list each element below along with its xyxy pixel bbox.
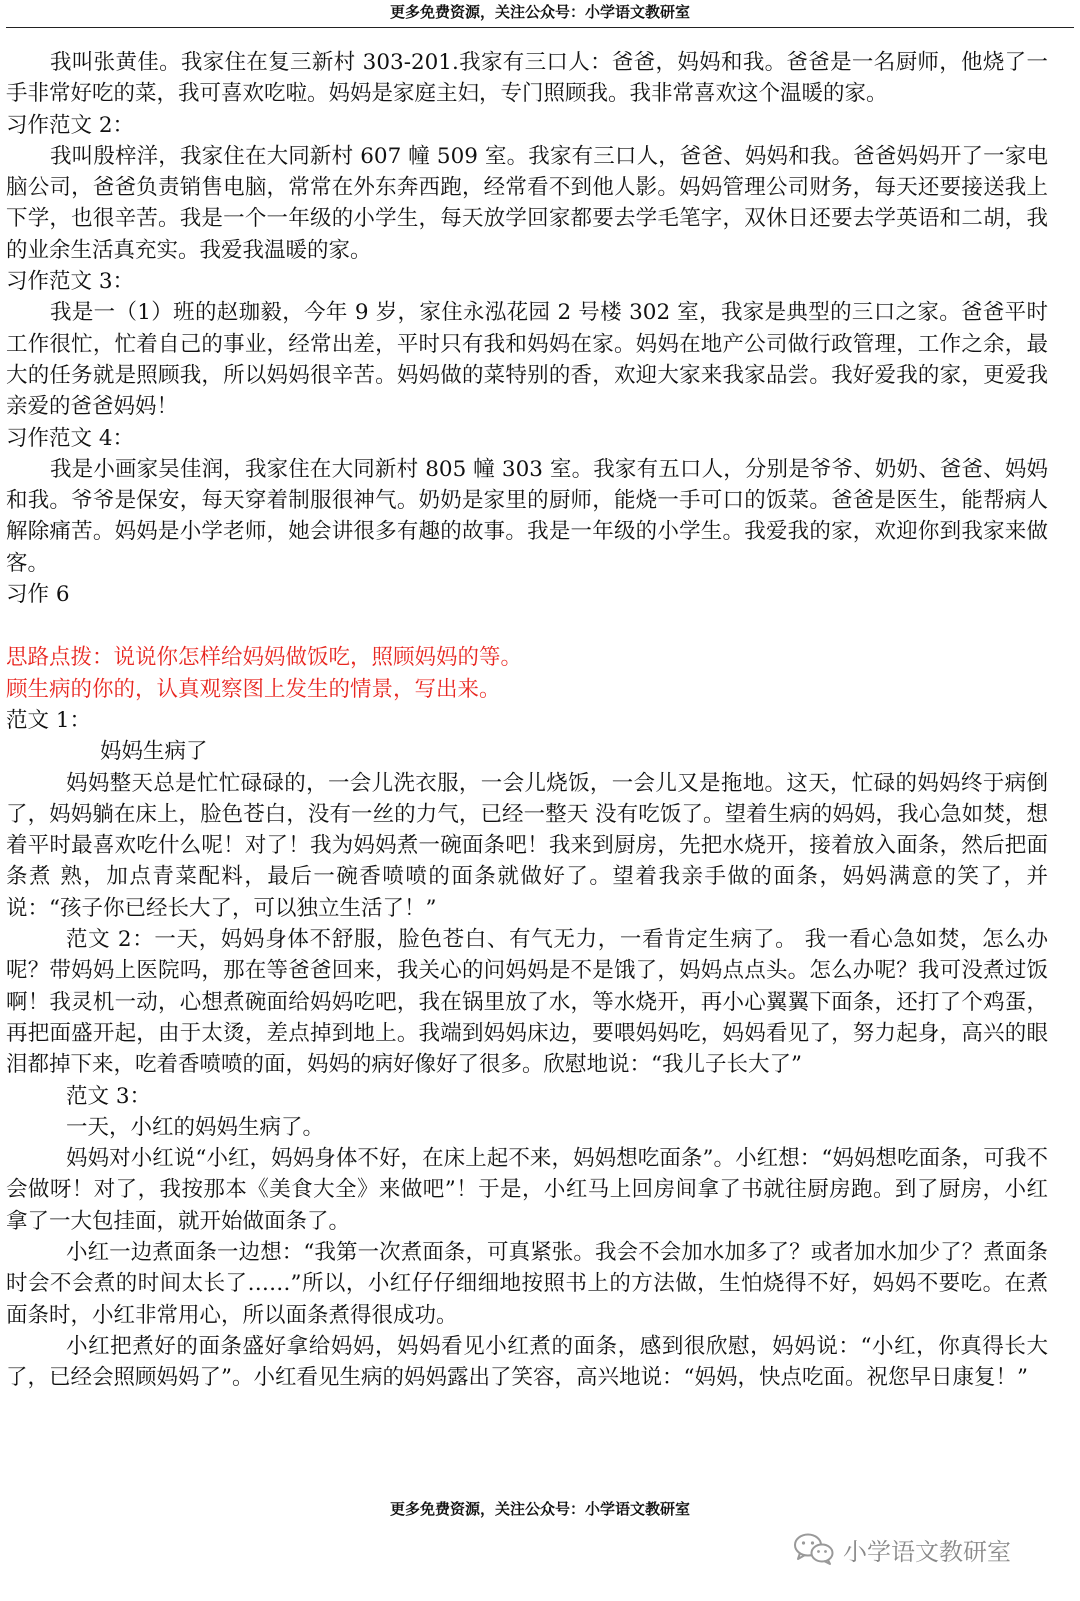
model-2-body: 范文 2：一天，妈妈身体不舒服，脸色苍白、有气无力，一看肯定生病了。 我一看心急如焚，怎么办呢？带妈妈上医院吗，那在等爸爸回来，我关心的问妈妈是不是饿了，妈妈点点头。怎么办呢？我可没煮过饭啊！我灵机一动，心想煮碗面给妈妈吃吧，我在锅里放了水，等水烧开，再小心翼翼下面条，还打了个鸡蛋，再把面盛开起，由于太烫，差点掉到地上。我端到妈妈床边，要喂妈妈吃，妈妈看见了，努力起身，高兴的眼泪都掉下来，吃着香喷喷的面，妈妈的病好像好了很多。欣慰地说：“我儿子长大了”	[6, 927, 1048, 1078]
model-1-heading: 范文 1：	[6, 707, 92, 733]
model-3-paragraph-2: 妈妈对小红说“小红，妈妈身体不好，在床上起不来，妈妈想吃面条”。小红想：“妈妈想吃面条，可我不会做呀！对了，我按那本《美食大全》来做吧”！于是，小红马上回房间拿了书就往厨房跑。到了厨房，小红拿了一大包挂面，就开始做面条了。	[6, 1146, 1048, 1234]
wechat-icon	[793, 1532, 835, 1566]
essay-2-heading: 习作范文 2：	[6, 112, 135, 138]
model-3-paragraph-4: 小红把煮好的面条盛好拿给妈妈，妈妈看见小红煮的面条，感到很欣慰，妈妈说：“小红，你真得长大了，已经会照顾妈妈了”。小红看见生病的妈妈露出了笑容，高兴地说：“妈妈，快点吃面。祝您早日康复！”	[6, 1333, 1048, 1391]
page-footer	[0, 1498, 1080, 1519]
page-header	[0, 0, 1080, 30]
essay-3-heading: 习作范文 3：	[6, 269, 135, 295]
model-1-body: 妈妈整天总是忙忙碌碌的，一会儿洗衣服，一会儿烧饭，一会儿又是拖地。这天，忙碌的妈妈终于病倒了，妈妈躺在床上，脸色苍白，没有一丝的力气，已经一整天 没有吃饭了。望着生病的妈妈，我心急如焚，想着平时最喜欢吃什么呢！对了！我为妈妈煮一碗面条吧！我来到厨房，先把水烧开，接着放入面条，然后把面条煮 熟，加点青菜配料，最后一碗香喷喷的面条就做好了。望着我亲手做的面条，妈妈满意的笑了，并说：“孩子你已经长大了，可以独立生活了！”	[6, 770, 1048, 921]
header-text: 更多免费资源，关注公众号：小学语文教研室	[389, 3, 690, 21]
essay-4-heading: 习作范文 4：	[6, 425, 135, 451]
hint-line-2: 顾生病的你的，认真观察图上发生的情景，写出来。	[6, 676, 501, 702]
essay-3-body: 我是一（1）班的赵珈毅，今年 9 岁，家住永泓花园 2 号楼 302 室，我家是典型的三口之家。爸爸平时工作很忙，忙着自己的事业，经常出差，平时只有我和妈妈在家。妈妈在地产公司做行政管理，工作之余，最大的任务就是照顾我，所以妈妈很辛苦。妈妈做的菜特别的香，欢迎大家来我家品尝。我好爱我的家，更爱我亲爱的爸爸妈妈！	[6, 300, 1048, 420]
header-divider	[6, 27, 1074, 28]
model-3-heading: 范文 3：	[66, 1083, 152, 1109]
hint-line-1: 思路点拨：说说你怎样给妈妈做饭吃，照顾妈妈的等。	[6, 645, 523, 671]
footer-text: 更多免费资源，关注公众号：小学语文教研室	[389, 1500, 690, 1518]
section-gap	[6, 610, 1048, 642]
task-6-heading: 习作 6	[6, 582, 70, 608]
model-3-paragraph-3: 小红一边煮面条一边想：“我第一次煮面条，可真紧张。我会不会加水加多了？或者加水加少了？煮面条时会不会煮的时间太长了……”所以，小红仔仔细细地按照书上的方法做，生怕烧得不好，妈妈不要吃。在煮面条时，小红非常用心，所以面条煮得很成功。	[6, 1239, 1048, 1328]
watermark-text: 小学语文教研室	[843, 1537, 1011, 1566]
essay-4-body: 我是小画家吴佳润，我家住在大同新村 805 幢 303 室。我家有五口人，分别是爷爷、奶奶、爸爸、妈妈和我。爷爷是保安，每天穿着制服很神气。奶奶是家里的厨师，能烧一手可口的饭菜。爸爸是医生，能帮病人解除痛苦。妈妈是小学老师，她会讲很多有趣的故事。我是一年级的小学生。我爱我的家，欢迎你到我家来做客。	[6, 456, 1048, 576]
essay-1-body: 我叫张黄佳。我家住在复三新村 303-201.我家有三口人：爸爸，妈妈和我。爸爸是一名厨师，他烧了一手非常好吃的菜，我可喜欢吃啦。妈妈是家庭主妇，专门照顾我。我非常喜欢这个温暖的家。	[6, 50, 1048, 107]
watermark	[793, 1527, 1011, 1571]
model-3-paragraph-1: 一天，小红的妈妈生病了。	[66, 1114, 325, 1140]
essay-2-body: 我叫殷梓洋，我家住在大同新村 607 幢 509 室。我家有三口人，爸爸、妈妈和我。爸爸妈妈开了一家电脑公司，爸爸负责销售电脑，常常在外东奔西跑，经常看不到他人影。妈妈管理公司财务，每天还要接送我上下学，也很辛苦。我是一个一年级的小学生，每天放学回家都要去学毛笔字，双休日还要去学英语和二胡，我的业余生活真充实。我爱我温暖的家。	[6, 143, 1048, 263]
model-1-title: 妈妈生病了	[100, 739, 208, 765]
document-body	[6, 47, 1048, 1393]
